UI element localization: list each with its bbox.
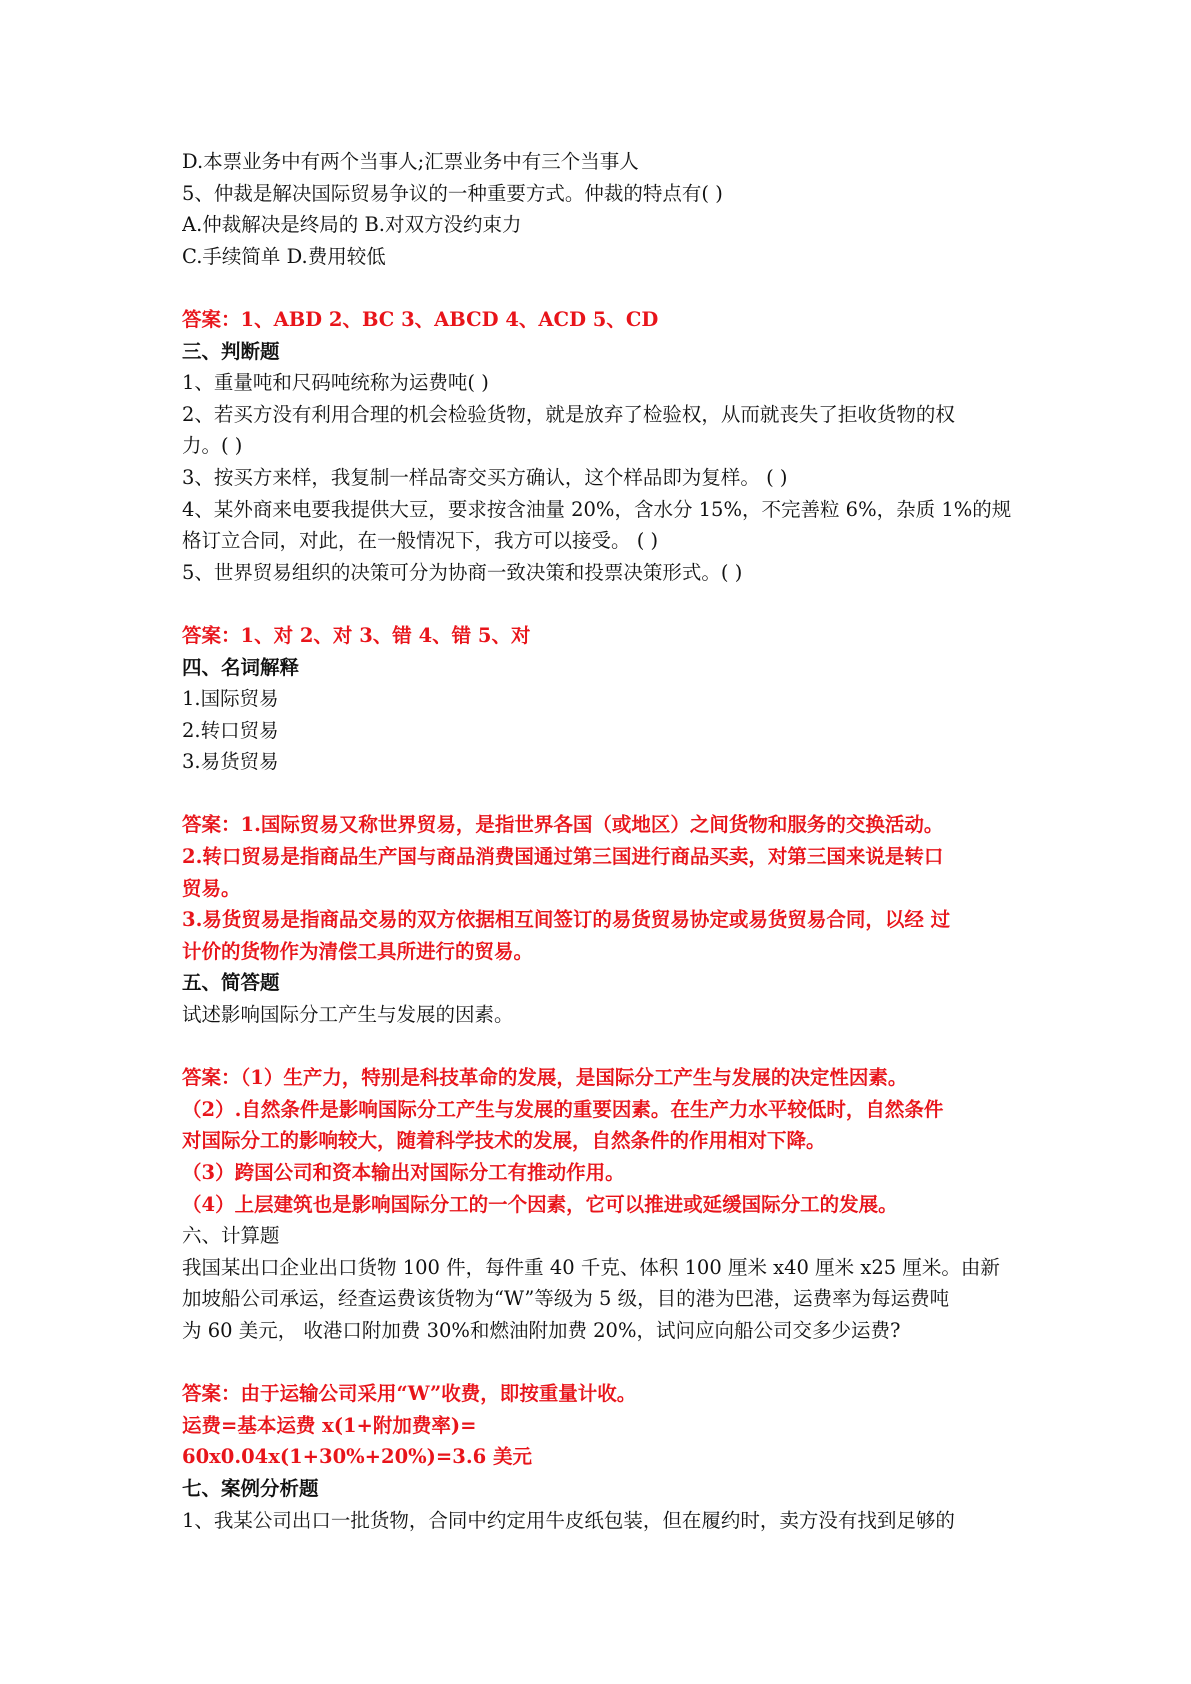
- answer-line: 对国际分工的影响较大，随着科学技术的发展，自然条件的作用相对下降。: [182, 1129, 826, 1153]
- section-heading: 四、名词解释: [182, 655, 300, 679]
- answer-line: 答案：1、ABD 2、BC 3、ABCD 4、ACD 5、CD: [182, 307, 659, 331]
- blank-line: [182, 778, 1012, 810]
- answer-line: 运费=基本运费 x(1+附加费率)=: [182, 1413, 477, 1437]
- text-line: 3.易货贸易: [182, 750, 279, 774]
- answer-line: 计价的货物作为清偿工具所进行的贸易。: [182, 939, 534, 963]
- text-line: 5、世界贸易组织的决策可分为协商一致决策和投票决策形式。( ): [182, 560, 743, 584]
- blank-line: [182, 1031, 1012, 1063]
- text-line: D.本票业务中有两个当事人;汇票业务中有三个当事人: [182, 150, 639, 173]
- answer-line: （2）.自然条件是影响国际分工产生与发展的重要因素。在生产力水平较低时，自然条件: [182, 1097, 944, 1121]
- text-line: 1、重量吨和尺码吨统称为运费吨( ): [182, 371, 489, 395]
- answer-line: 3.易货贸易是指商品交易的双方依据相互间签订的易货贸易协定或易货贸易合同，以经 过: [182, 908, 951, 932]
- answer-line: 贸易。: [182, 876, 241, 900]
- section-heading: 七、案例分析题: [182, 1476, 319, 1500]
- text-line: 1、我某公司出口一批货物，合同中约定用牛皮纸包装，但在履约时，卖方没有找到足够的: [182, 1508, 955, 1532]
- section-heading: 三、判断题: [182, 339, 280, 363]
- text-line: A.仲裁解决是终局的 B.对双方没约束力: [182, 213, 522, 237]
- text-line: 4、某外商来电要我提供大豆，要求按含油量 20%，含水分 15%，不完善粒 6%，杂质 1%的规: [182, 497, 1012, 521]
- text-line: 5、仲裁是解决国际贸易争议的一种重要方式。仲裁的特点有( ): [182, 181, 723, 205]
- answer-line: 答案：1.国际贸易又称世界贸易，是指世界各国（或地区）之间货物和服务的交换活动。: [182, 813, 944, 837]
- answer-line: （4）上层建筑也是影响国际分工的一个因素，它可以推进或延缓国际分工的发展。: [182, 1192, 898, 1216]
- text-line: 2、若买方没有利用合理的机会检验货物，就是放弃了检验权，从而就丧失了拒收货物的权: [182, 402, 955, 426]
- text-line: 力。( ): [182, 434, 243, 458]
- blank-line: [182, 588, 1012, 620]
- answer-line: （3）跨国公司和资本输出对国际分工有推动作用。: [182, 1161, 625, 1184]
- text-line: 格订立合同，对此，在一般情况下，我方可以接受。 ( ): [182, 529, 659, 553]
- document-body: [182, 146, 1012, 1536]
- text-line: 1.国际贸易: [182, 687, 279, 711]
- answer-line: 答案：由于运输公司采用“W”收费，即按重量计收。: [182, 1382, 637, 1406]
- blank-line: [182, 272, 1012, 304]
- text-line: 3、按买方来样，我复制一样品寄交买方确认，这个样品即为复样。 ( ): [182, 465, 788, 489]
- text-line: 我国某出口企业出口货物 100 件，每件重 40 千克、体积 100 厘米 x40 厘米 x25 厘米。由新: [182, 1255, 1000, 1279]
- text-line: 加坡船公司承运，经查运费该货物为“W”等级为 5 级，目的港为巴港，运费率为每运费吨: [182, 1287, 950, 1311]
- answer-line: 答案：1、对 2、对 3、错 4、错 5、对: [182, 623, 531, 647]
- answer-line: 60x0.04x(1+30%+20%)=3.6 美元: [182, 1445, 532, 1469]
- text-line: 为 60 美元， 收港口附加费 30%和燃油附加费 20%，试问应向船公司交多少运费?: [182, 1318, 901, 1342]
- blank-line: [182, 1347, 1012, 1379]
- text-line: C.手续简单 D.费用较低: [182, 244, 386, 268]
- answer-line: 2.转口贸易是指商品生产国与商品消费国通过第三国进行商品买卖，对第三国来说是转口: [182, 845, 944, 869]
- answer-line: 答案：（1）生产力，特别是科技革命的发展，是国际分工产生与发展的决定性因素。: [182, 1066, 908, 1090]
- text-line: 2.转口贸易: [182, 718, 279, 742]
- text-line: 试述影响国际分工产生与发展的因素。: [182, 1003, 514, 1027]
- text-line: 六、计算题: [182, 1224, 280, 1248]
- section-heading: 五、简答题: [182, 971, 280, 995]
